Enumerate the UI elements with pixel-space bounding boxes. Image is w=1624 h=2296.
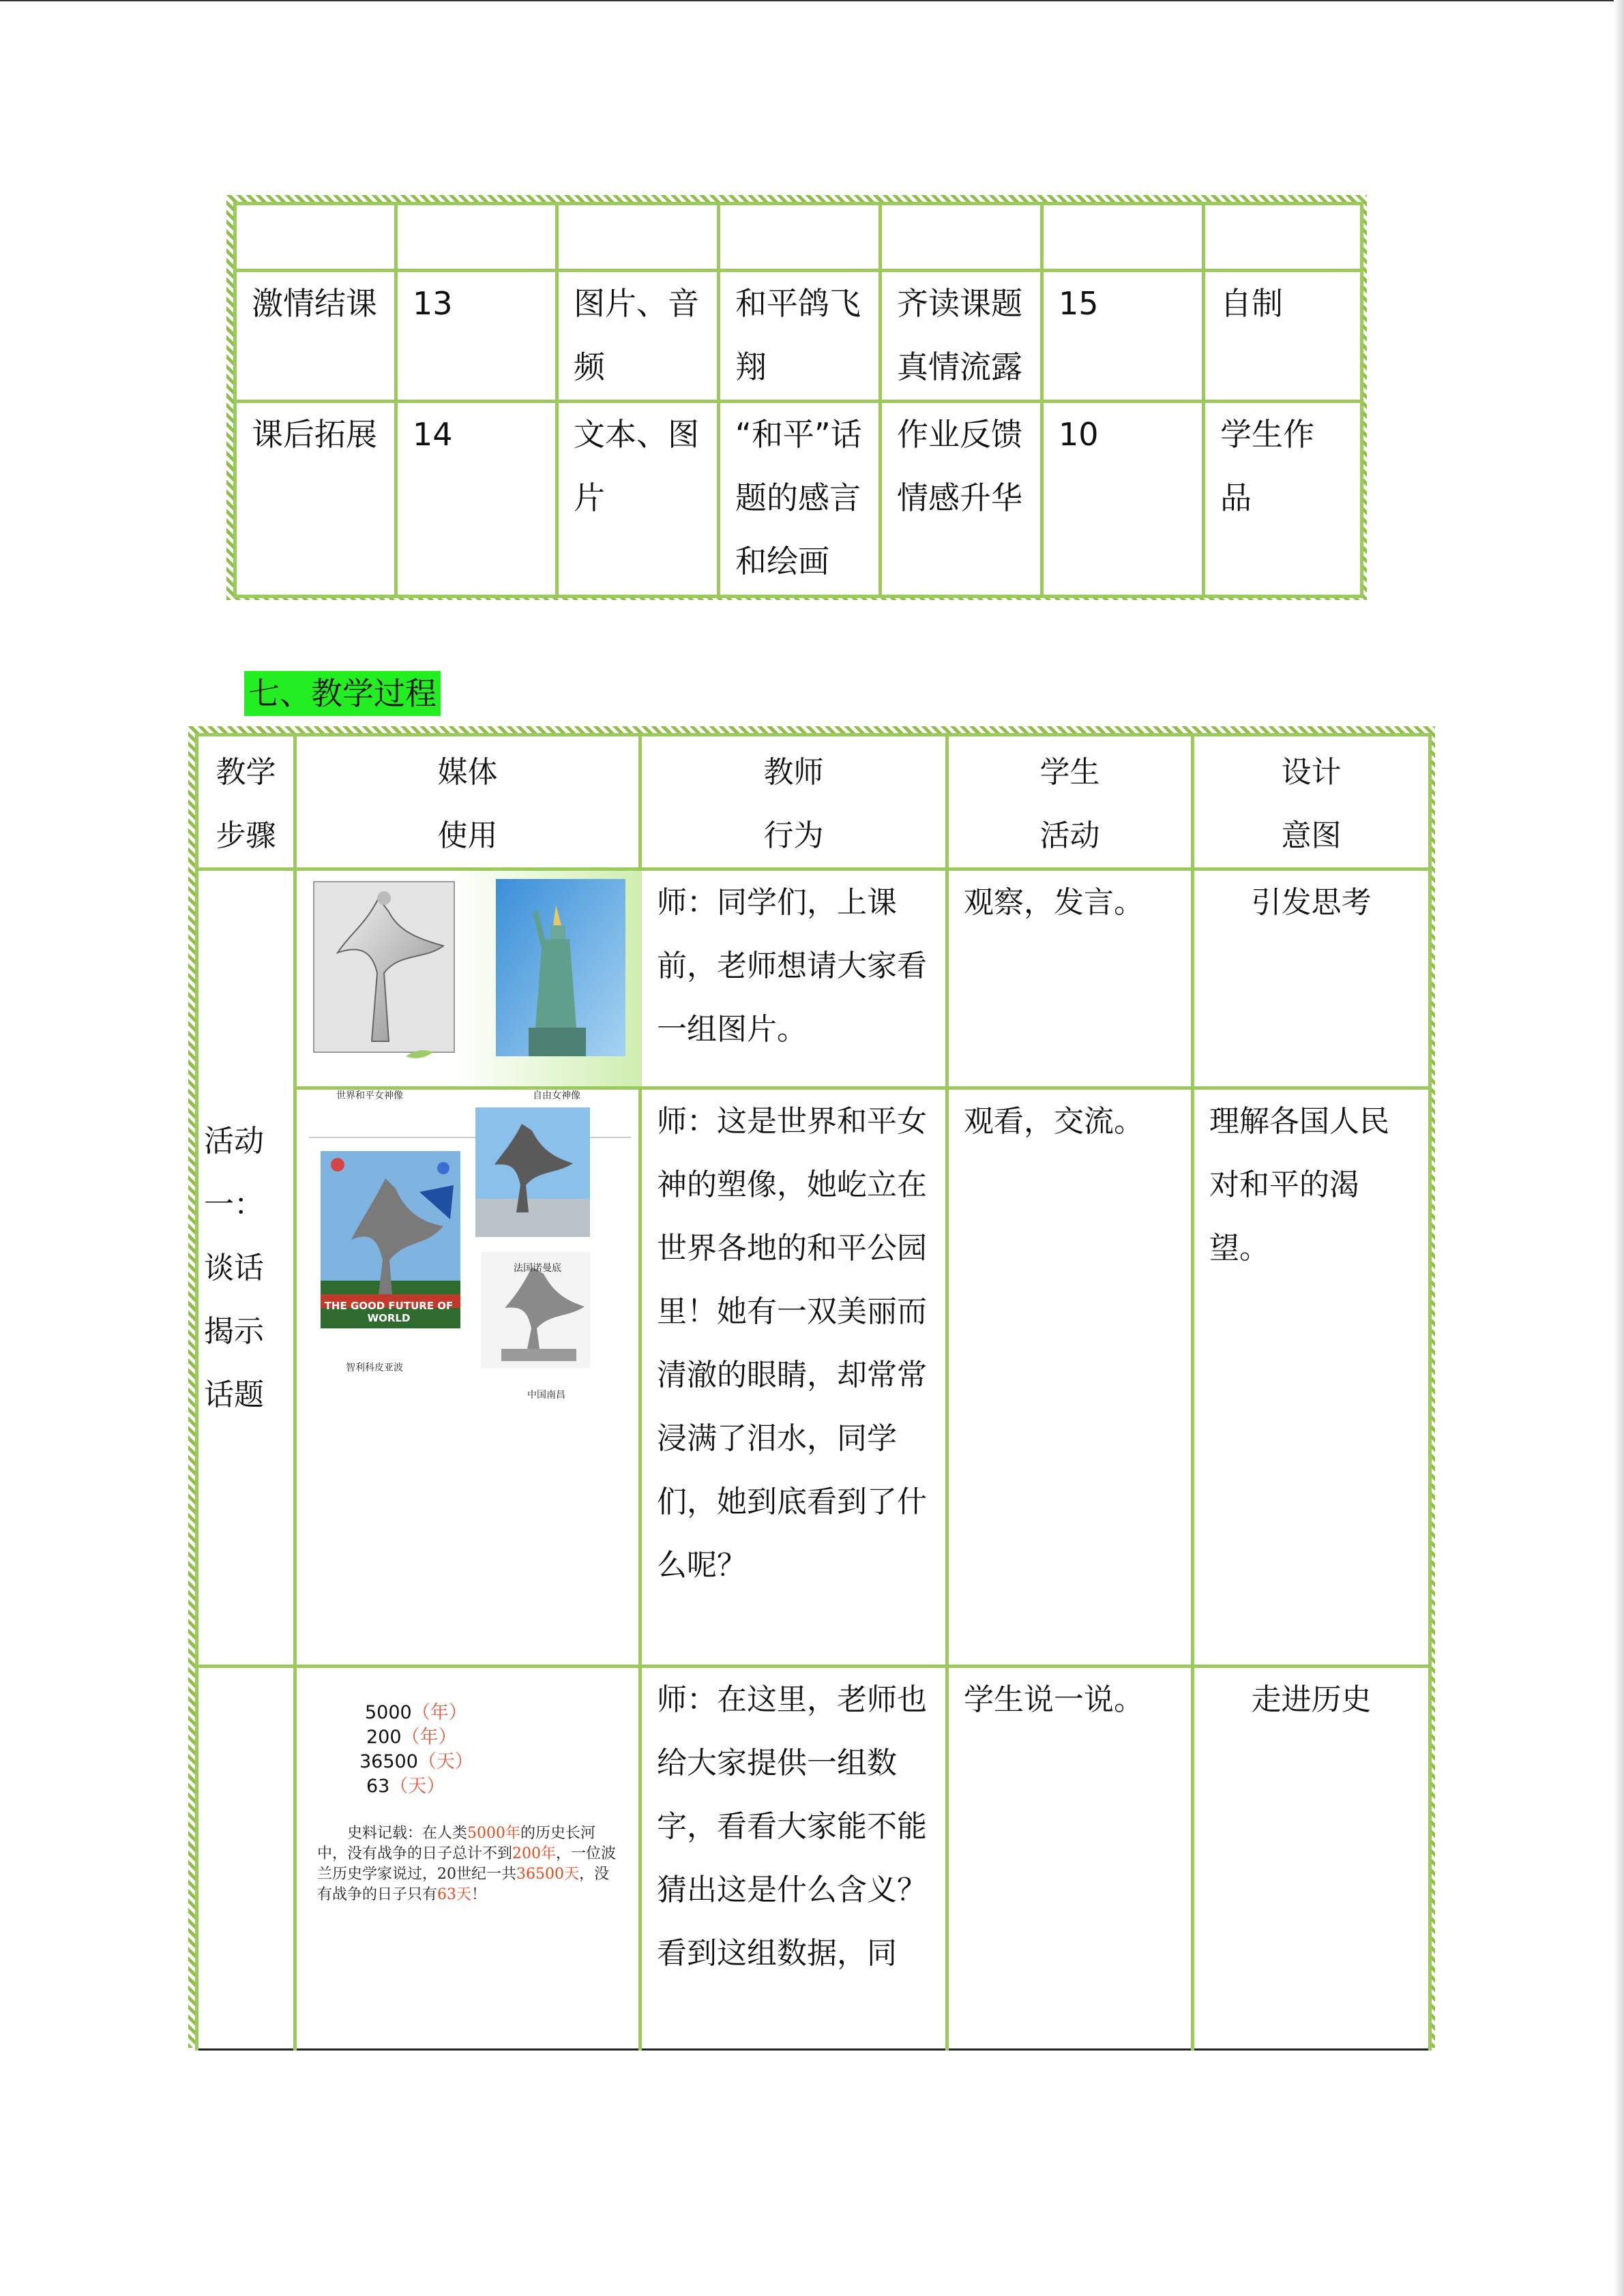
table-cell [881, 204, 1042, 271]
media-cell [295, 869, 640, 1101]
top-edge-line [0, 0, 1624, 1]
intent-cell: 理解各国人民对和平的渴望。 [1193, 1088, 1430, 1667]
header-cell: 学生 活动 [947, 735, 1193, 869]
table-cell [1042, 204, 1204, 271]
header-cell: 设计 意图 [1193, 735, 1430, 869]
image-caption: 自由女神像 [533, 1090, 580, 1101]
image-caption: 智利科皮亚波 [346, 1362, 403, 1373]
peace-goddess-photos [297, 1090, 638, 1401]
table-cell: 激情结课 [235, 271, 396, 402]
table-cell: 图片、音频 [557, 271, 719, 402]
intent-cell: 引发思考 [1193, 869, 1430, 1088]
table-cell: 14 [396, 402, 557, 597]
resource-table-frame [226, 195, 1367, 600]
table-cell [557, 204, 719, 271]
student-cell: 观察，发言。 [947, 869, 1193, 1088]
header-cell: 教师 行为 [640, 735, 947, 869]
image-caption: 法国诺曼底 [514, 1263, 561, 1274]
teacher-cell: 师：同学们，上课前，老师想请大家看一组图片。 [640, 869, 947, 1088]
table-cell: 10 [1042, 402, 1204, 597]
table-cell: 齐读课题真情流露 [881, 271, 1042, 402]
history-note: 史料记载：在人类5000年的历史长河中，没有战争的日子总计不到200年，一位波兰历史学家说过，20世纪一共36500天，没有战争的日子只有63天！ [317, 1825, 617, 1903]
table-cell: “和平”话题的感言和绘画 [719, 402, 881, 597]
table-cell [719, 204, 881, 271]
table-cell: 学生作品 [1204, 402, 1362, 597]
war-statistics-figure [297, 1668, 638, 1954]
table-cell: 课后拓展 [235, 402, 396, 597]
resource-table [233, 202, 1363, 598]
image-caption: 中国南昌 [527, 1390, 565, 1401]
table-row [197, 869, 1430, 1088]
intent-cell: 走进历史 [1193, 1667, 1430, 2050]
table-row [197, 1088, 1430, 1667]
table-cell: 和平鸽飞翔 [719, 271, 881, 402]
table-cell: 13 [396, 271, 557, 402]
table-cell [1204, 204, 1362, 271]
process-table-frame [188, 726, 1435, 2048]
header-cell: 媒体 使用 [295, 735, 640, 869]
table-row [235, 402, 1362, 597]
page-edge-shadow [1614, 0, 1624, 2296]
teacher-cell: 师：这是世界和平女神的塑像，她屹立在世界各地的和平公园里！她有一双美丽而清澈的眼睛，却常常浸满了泪水，同学们，她到底看到了什么呢？ [640, 1088, 947, 1667]
table-cell [235, 204, 396, 271]
table-cell: 15 [1042, 271, 1204, 402]
number-list: 5000（年） 200（年） 36500（天） 63（天） [359, 1702, 473, 1797]
media-cell [295, 1667, 640, 2050]
step-cell [197, 1667, 295, 2050]
teaching-process-table [195, 733, 1432, 2051]
statues-image [297, 871, 638, 1101]
table-cell [396, 204, 557, 271]
table-row [235, 204, 1362, 271]
teacher-cell: 师：在这里，老师也给大家提供一组数字，看看大家能不能猜出这是什么含义？看到这组数据，同 [640, 1667, 947, 2050]
banner-text: THE GOOD FUTURE OF WORLD [324, 1300, 454, 1324]
step-cell: 活动一：谈话揭示话题 [197, 869, 295, 1667]
table-cell: 作业反馈情感升华 [881, 402, 1042, 597]
section-heading: 七、教学过程 [244, 671, 441, 716]
media-cell [295, 1088, 640, 1667]
table-row [197, 1667, 1430, 2050]
table-row [235, 271, 1362, 402]
image-caption: 世界和平女神像 [336, 1090, 403, 1101]
header-cell: 教学 步骤 [197, 735, 295, 869]
student-cell: 观看，交流。 [947, 1088, 1193, 1667]
table-header-row [197, 735, 1430, 869]
table-cell: 自制 [1204, 271, 1362, 402]
student-cell: 学生说一说。 [947, 1667, 1193, 2050]
table-cell: 文本、图片 [557, 402, 719, 597]
